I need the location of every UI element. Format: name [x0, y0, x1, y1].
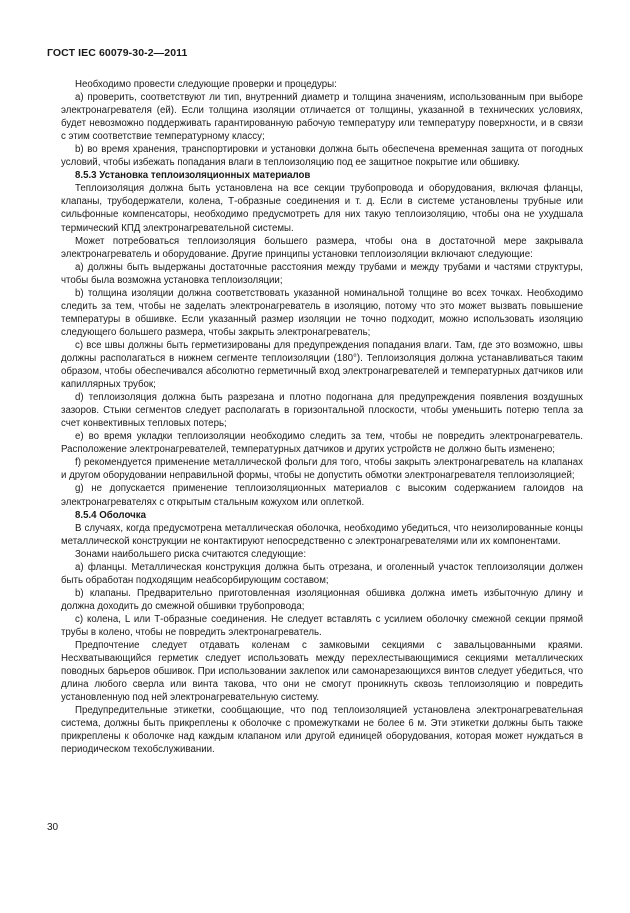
paragraph: g) не допускается применение теплоизоляционных материалов с высоким содержанием галоидов на электронагревателях с открытым стальным кожухом или оплеткой. — [61, 483, 583, 508]
paragraph: Необходимо провести следующие проверки и процедуры: — [75, 79, 337, 90]
page-number: 30 — [47, 822, 59, 833]
paragraph: с) все швы должны быть герметизированы для предупреждения попадания влаги. Там, где это возможно, швы должны располагаться в нижнем сегменте теплоизоляции (180°). Теплоизоляция должна устанавливаться таким образом, чтобы обеспечивался абсолютно герметичный вход электронагревателей и температурных датчиков или капиллярных трубок; — [61, 339, 583, 391]
section-heading: 8.5.4 Оболочка — [75, 509, 146, 521]
section-heading: 8.5.3 Установка теплоизоляционных материалов — [75, 170, 311, 182]
document-body — [61, 78, 583, 756]
paragraph: а) проверить, соответствуют ли тип, внутренний диаметр и толщина значениям, использованным при выборе электронагревателя (ей). Если толщина изоляции отличается от толщины, указанной в технических условиях, будет невозможно поддерживать гарантированную рабочую температуру или температуру поверхности, и в связи с этим соответствие температурному классу; — [61, 92, 583, 143]
paragraph: а) должны быть выдержаны достаточные расстояния между трубами и между трубами и частями структуры, чтобы была возможна установка теплоизоляции; — [61, 261, 583, 286]
paragraph: b) толщина изоляции должна соответствовать указанной номинальной толщине во всех точках. Необходимо следить за тем, чтобы не заделать электронагреватель в изоляцию, потому что это может вызвать повышение температуры в обшивке. Если указанный размер изоляции не точно подходит, можно использовать изоляцию следующего большего размера, чтобы закрыть электронагреватель; — [61, 287, 583, 338]
standard-header: ГОСТ IEC 60079-30-2—2011 — [47, 47, 188, 59]
paragraph: f) рекомендуется применение металлической фольги для того, чтобы закрыть электронагреватель на клапанах и другом оборудовании неправильной формы, чтобы не допустить обмотки электронагревателя теплоизоляцией; — [61, 457, 583, 482]
paragraph: е) во время укладки теплоизоляции необходимо следить за тем, чтобы не повредить электронагреватель. Расположение электронагревателей, температурных датчиков и других устройств не должно быть изменено; — [61, 431, 583, 456]
paragraph: b) клапаны. Предварительно приготовленная изоляционная обшивка должна иметь избыточную длину и должна доходить до смежной обшивки трубопровода; — [61, 587, 583, 612]
paragraph: b) во время хранения, транспортировки и установки должна быть обеспечена временная защита от погодных условий, чтобы избежать попадания влаги в теплоизоляцию под ее защитное покрытие или обшивку. — [61, 144, 583, 169]
paragraph: Предпочтение следует отдавать коленам с замковыми секциями с завальцованными краями. Несхватывающийся герметик следует использовать между перехлестывающимися секциями металлических поводных барьеров обшивок. При использовании заклепок или самонарезающихся винтов следует убедиться, что длина любого сверла или винта такова, что они не смогут проникнуть сквозь теплоизоляцию и повредить установленную под ней электронагревательную систему. — [61, 640, 583, 704]
paragraph: Зонами наибольшего риска считаются следующие: — [75, 548, 307, 560]
paragraph: Может потребоваться теплоизоляция большего размера, чтобы она в достаточной мере закрывала электронагреватель и оборудование. Другие принципы установки теплоизоляции включают следующие: — [61, 235, 583, 260]
paragraph: Предупредительные этикетки, сообщающие, что под теплоизоляцией установлена электронагревательная система, должны быть прикреплены к оболочке с промежутками не более 6 м. Эти этикетки должны быть также прикреплены к оболочке над каждым клапаном или другой единицей оборудования, которая может нуждаться в периодическом техобслуживании. — [61, 705, 583, 756]
paragraph: d) теплоизоляция должна быть разрезана и плотно подогнана для предупреждения появления воздушных зазоров. Стыки сегментов следует располагать в горизонтальной плоскости, чтобы уменьшить потерю тепла за счет конвективных тепловых потерь; — [61, 392, 583, 430]
paragraph: а) фланцы. Металлическая конструкция должна быть отрезана, и оголенный участок теплоизоляции должен быть обработан подходящим неабсорбирующим составом; — [61, 561, 583, 586]
paragraph: В случаях, когда предусмотрена металлическая оболочка, необходимо убедиться, что неизолированные концы металлической конструкции не контактируют непосредственно с электронагревателями или их компонентами. — [61, 522, 583, 547]
paragraph: с) колена, L или Т-образные соединения. Не следует вставлять с усилием оболочку смежной секции прямой трубы в колено, чтобы не повредить электронагреватель. — [61, 613, 583, 638]
paragraph: Теплоизоляция должна быть установлена на все секции трубопровода и оборудования, включая фланцы, клапаны, трубодержатели, колена, Т-образные соединения и т. д. Если в системе установлены трубные или сильфонные компенсаторы, необходимо предусмотреть для них такую теплоизоляцию, чтобы она не ухудшала термический КПД электронагревательной системы. — [61, 183, 583, 234]
